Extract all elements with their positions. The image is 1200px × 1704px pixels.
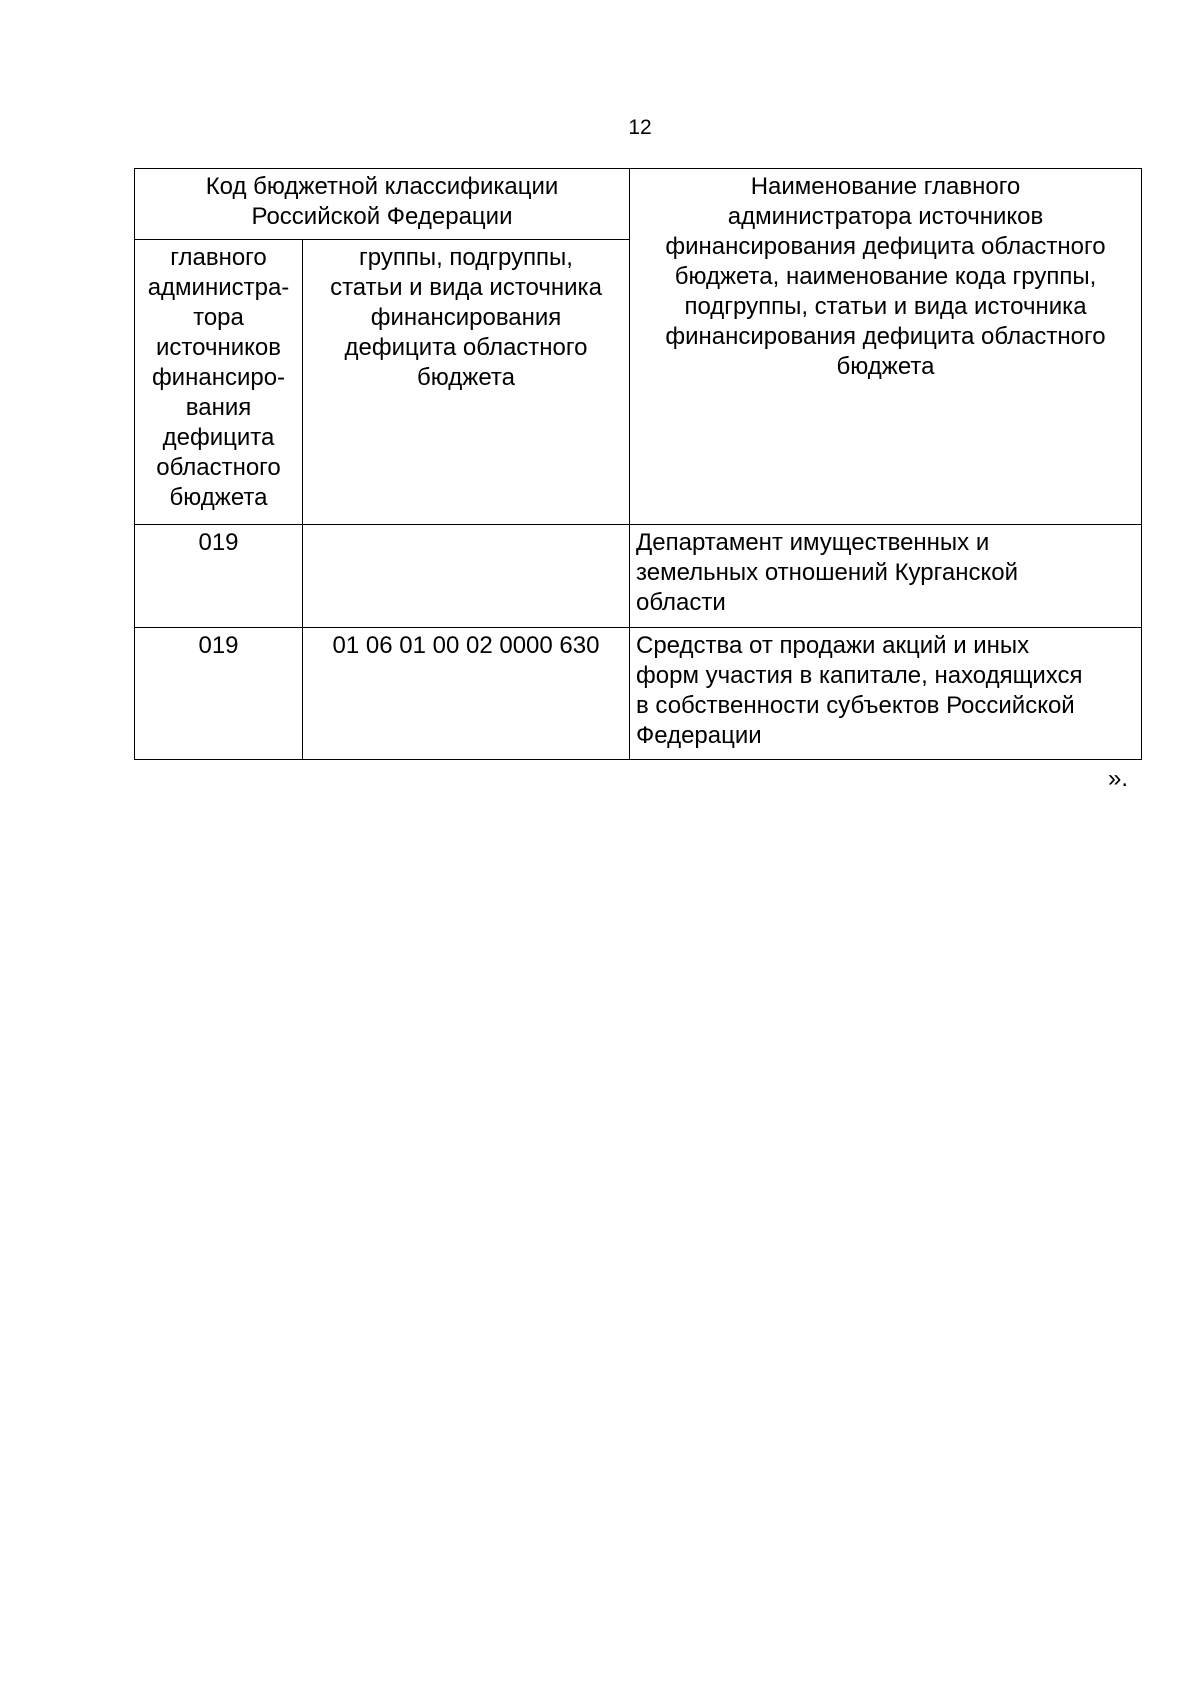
source-code-cell bbox=[303, 525, 630, 628]
budget-classification-table bbox=[134, 168, 1142, 760]
name-cell: Средства от продажи акций и иных форм участия в капитале, находящихся в собственности субъектов Российской Федерации bbox=[630, 628, 1142, 760]
header-main-administrator: главного администра- тора источников финансиро- вания дефицита областного бюджета bbox=[135, 240, 303, 525]
table-row bbox=[135, 628, 1142, 760]
header-administrator-name: Наименование главного администратора источников финансирования дефицита областного бюджета, наименование кода группы, подгруппы, статьи и вида источника финансирования дефицита областного бюджета bbox=[630, 169, 1142, 525]
name-cell: Департамент имущественных и земельных отношений Курганской области bbox=[630, 525, 1142, 628]
table-row bbox=[135, 525, 1142, 628]
header-source-group: группы, подгруппы, статьи и вида источника финансирования дефицита областного бюджета bbox=[303, 240, 630, 525]
header-budget-classification-code: Код бюджетной классификации Российской Федерации bbox=[135, 169, 630, 240]
closing-quote-mark: ». bbox=[1108, 765, 1129, 792]
admin-code-cell: 019 bbox=[135, 525, 303, 628]
page-number: 12 bbox=[628, 116, 652, 139]
admin-code-cell: 019 bbox=[135, 628, 303, 760]
source-code-cell: 01 06 01 00 02 0000 630 bbox=[303, 628, 630, 760]
table-header-row-1 bbox=[135, 169, 1142, 240]
